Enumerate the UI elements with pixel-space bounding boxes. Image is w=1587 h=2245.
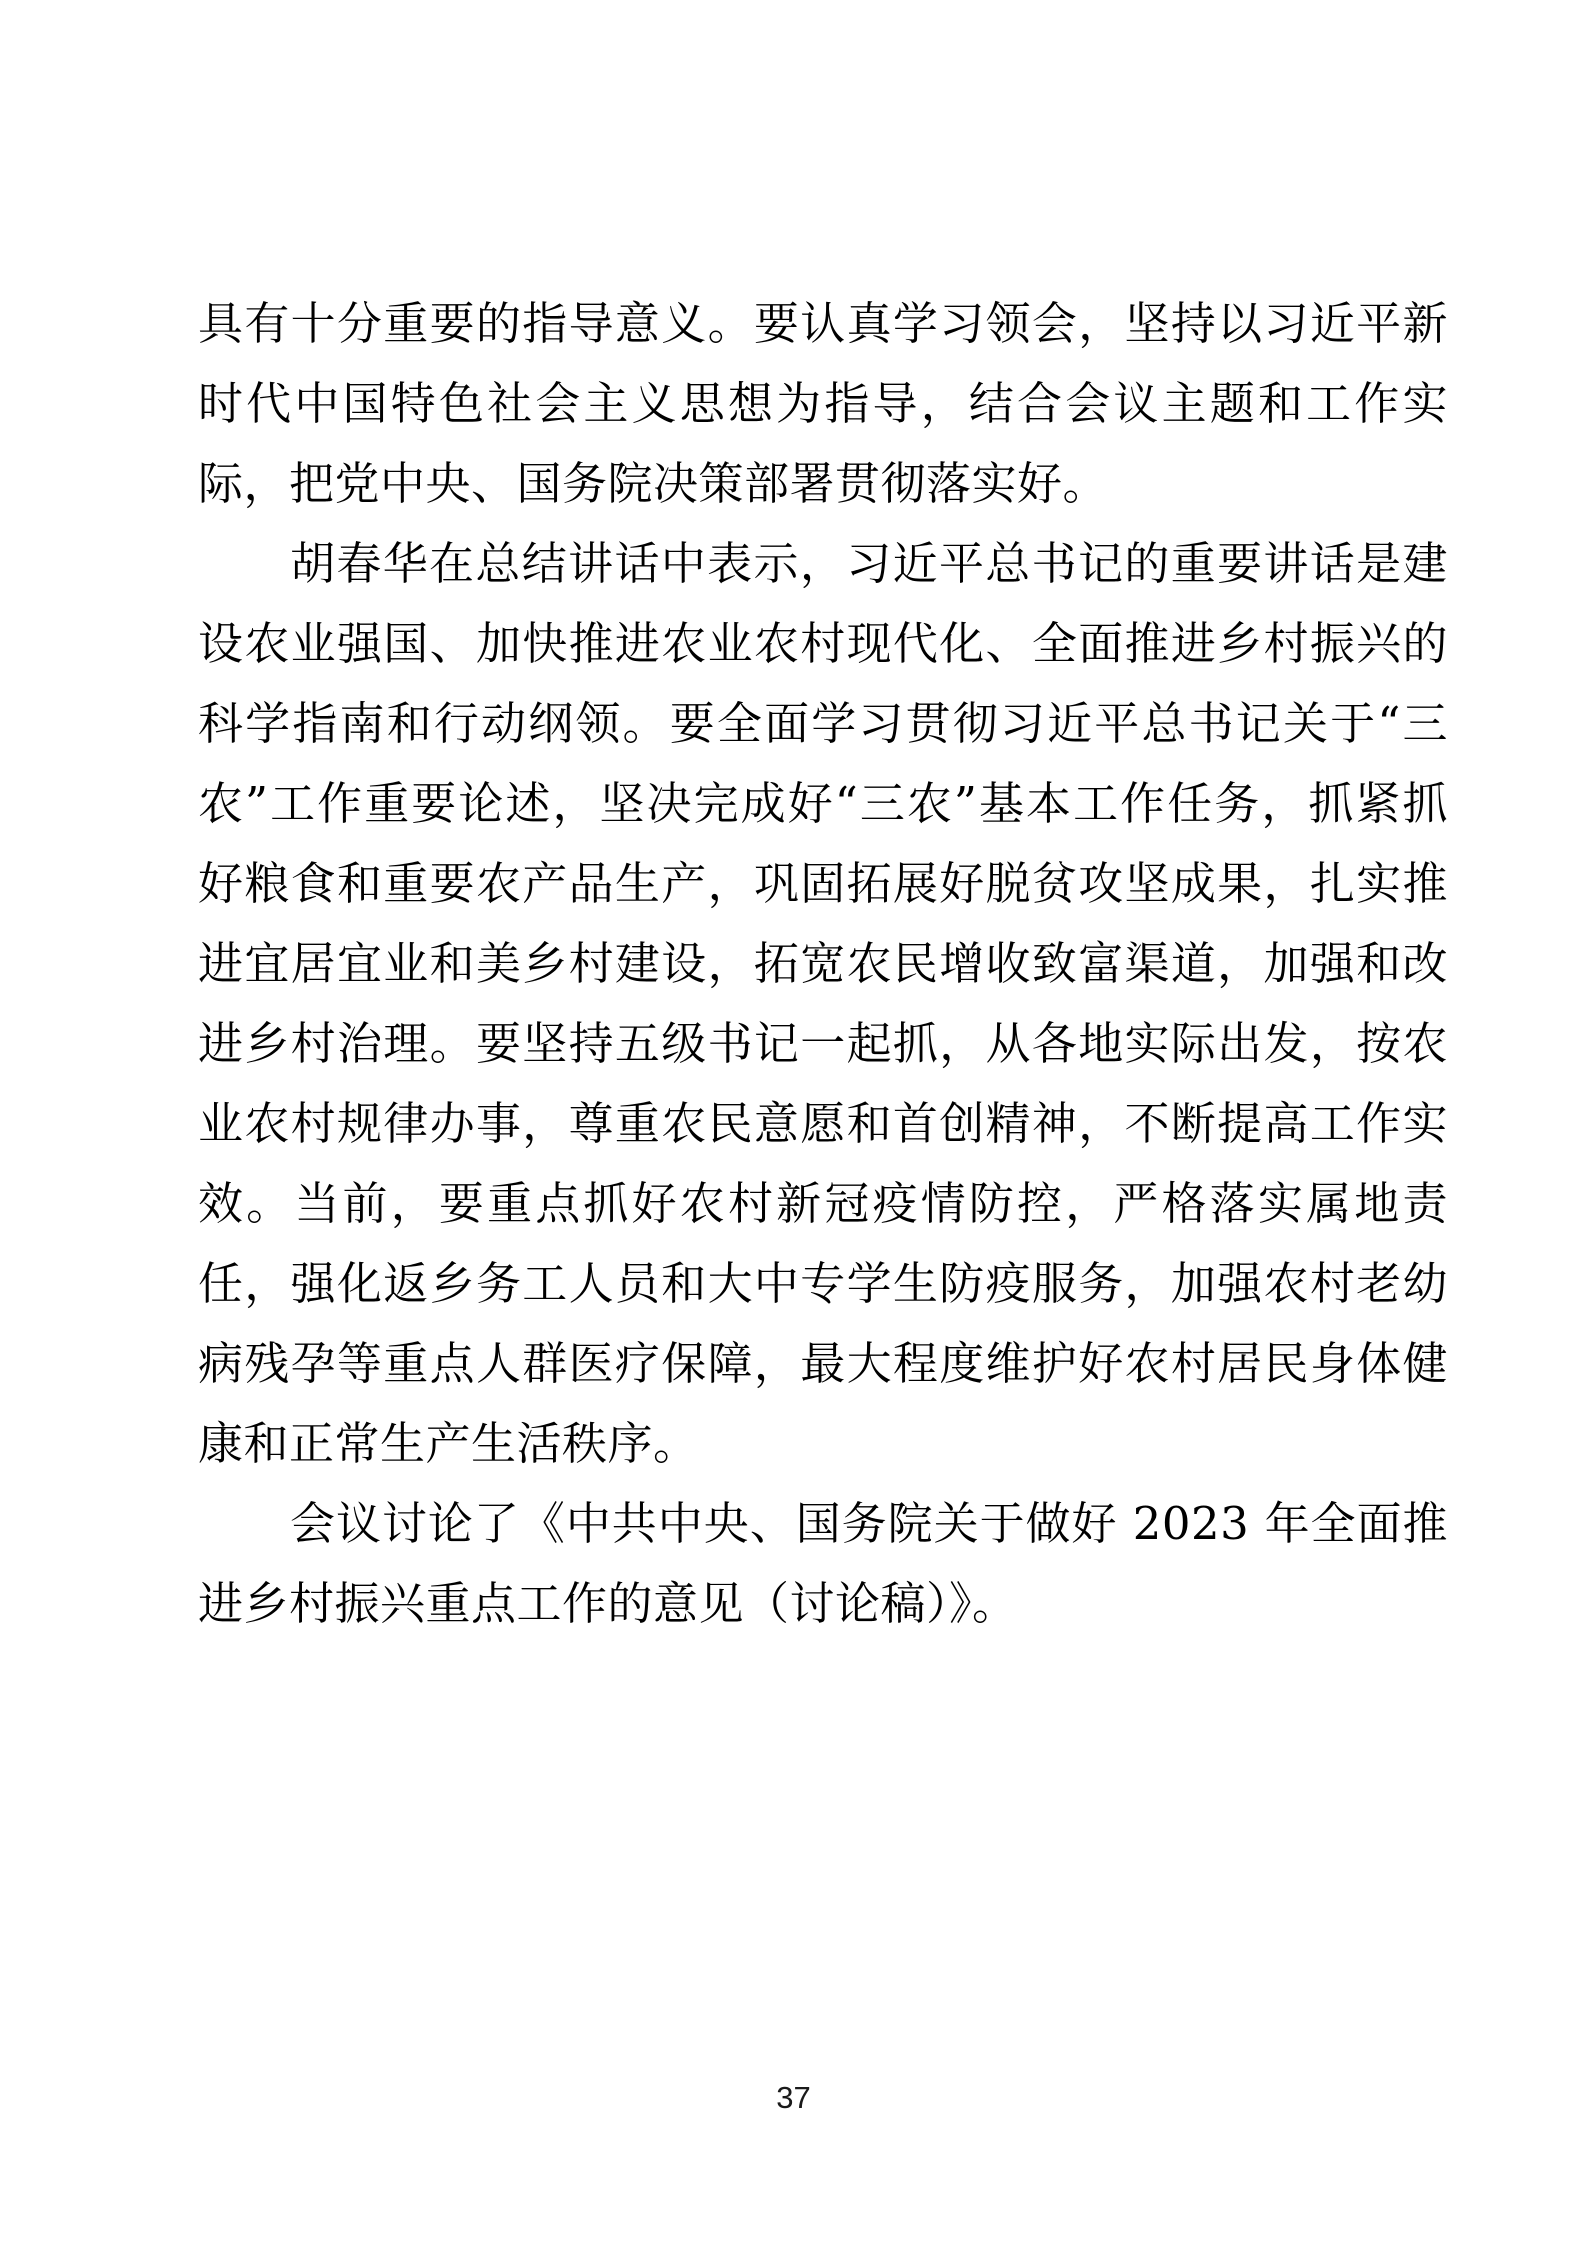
paragraph-meeting-discussion: 会议讨论了《中共中央、国务院关于做好 2023 年全面推进乡村振兴重点工作的意见（讨论稿）》。: [198, 1497, 1448, 1630]
document-body: [198, 284, 1448, 1644]
paragraph-hu-chunhua-remarks: 胡春华在总结讲话中表示，习近平总书记的重要讲话是建设农业强国、加快推进农业农村现代化、全面推进乡村振兴的科学指南和行动纲领。要全面学习贯彻习近平总书记关于“三农”工作重要论述，坚决完成好“三农”基本工作任务，抓紧抓好粮食和重要农产品生产，巩固拓展好脱贫攻坚成果，扎实推进宜居宜业和美乡村建设，拓宽农民增收致富渠道，加强和改进乡村治理。要坚持五级书记一起抓，从各地实际出发，按农业农村规律办事，尊重农民意愿和首创精神，不断提高工作实效。当前，要重点抓好农村新冠疫情防控，严格落实属地责任，强化返乡务工人员和大中专学生防疫服务，加强农村老幼病残孕等重点人群医疗保障，最大程度维护好农村居民身体健康和正常生产生活秩序。: [198, 537, 1448, 1470]
paragraph-continuation: 具有十分重要的指导意义。要认真学习领会，坚持以习近平新时代中国特色社会主义思想为指导，结合会议主题和工作实际，把党中央、国务院决策部署贯彻落实好。: [198, 297, 1448, 510]
page-number: 37: [776, 2080, 811, 2115]
